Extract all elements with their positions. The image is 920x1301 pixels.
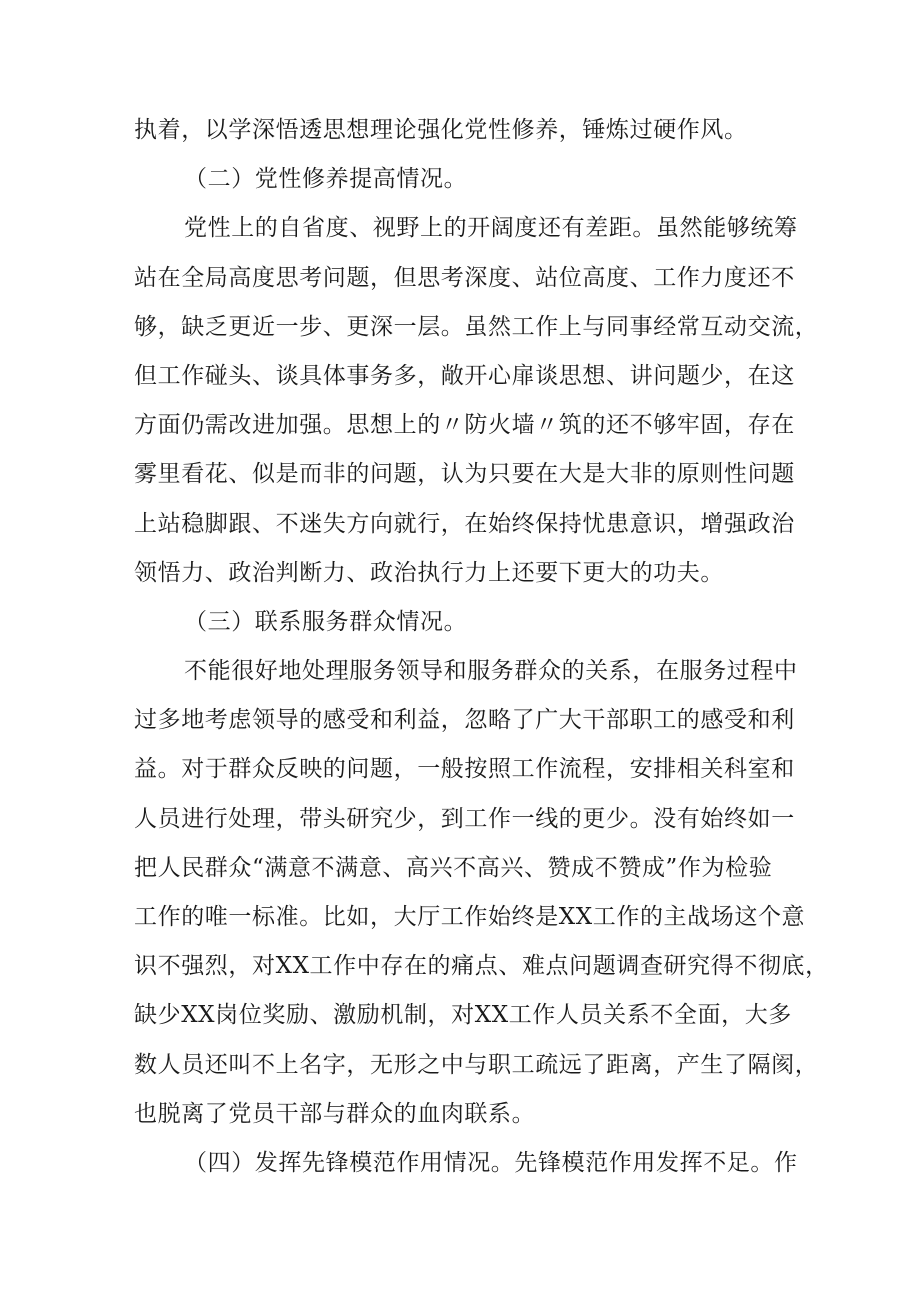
paragraph-continuation [134, 106, 794, 155]
text-line: 益。对于群众反映的问题，一般按照工作流程，安排相关科室和 [134, 756, 795, 783]
text-line: 方面仍需改进加强。思想上的〃防火墙〃筑的还不够牢固，存在 [134, 412, 795, 439]
text-line: （二）党性修养提高情况。 [184, 166, 468, 193]
text-line: 执着，以学深悟透思想理论强化党性修养，锤炼过硬作风。 [134, 117, 748, 143]
text-line: 数人员还叫不上名字，无形之中与职工疏远了距离，产生了隔阂， [134, 1051, 819, 1078]
text-line: 也脱离了党员干部与群众的血肉联系。 [134, 1100, 536, 1127]
text-line: 缺少XX岗位奖励、激励机制，对XX工作人员关系不全面，大多 [134, 1002, 792, 1029]
text-line: （四）发挥先锋模范作用情况。先锋模范作用发挥不足。作 [184, 1149, 798, 1176]
text-line: 把人民群众“满意不满意、高兴不高兴、赞成不赞成”作为检验 [134, 854, 773, 881]
text-line: 工作的唯一标准。比如，大厅工作始终是XX工作的主战场这个意 [134, 904, 806, 930]
paragraph-serving-masses [134, 647, 829, 1139]
text-line: 上站稳脚跟、不迷失方向就行，在始终保持忧患意识，增强政治 [134, 510, 795, 537]
text-line: 领悟力、政治判断力、政治执行力上还要下更大的功夫。 [134, 559, 724, 586]
paragraph-party-spirit [134, 204, 819, 598]
text-line: 过多地考虑领导的感受和利益，忽略了广大干部职工的感受和利 [134, 707, 795, 734]
text-line: 人员进行处理，带头研究少，到工作一线的更少。没有始终如一 [134, 805, 795, 832]
text-line: 雾里看花、似是而非的问题，认为只要在大是大非的原则性问题 [134, 461, 795, 488]
text-line: 党性上的自省度、视野上的开阔度还有差距。虽然能够统筹 [184, 215, 798, 242]
text-line: 但工作碰头、谈具体事务多，敞开心扉谈思想、讲问题少，在这 [134, 362, 795, 389]
text-line: 站在全局高度思考问题，但思考深度、站位高度、工作力度还不 [134, 264, 795, 291]
text-line: 够，缺乏更近一步、更深一层。虽然工作上与同事经常互动交流， [134, 313, 819, 340]
text-line: 识不强烈，对XX工作中存在的痛点、难点问题调查研究得不彻底， [134, 953, 829, 980]
text-line: （三）联系服务群众情况。 [184, 608, 468, 635]
section-heading-4 [134, 1139, 798, 1188]
section-heading-3 [134, 598, 794, 647]
document-body [134, 106, 829, 1188]
text-line: 不能很好地处理服务领导和服务群众的关系，在服务过程中 [184, 658, 798, 685]
section-heading-2 [134, 155, 794, 204]
